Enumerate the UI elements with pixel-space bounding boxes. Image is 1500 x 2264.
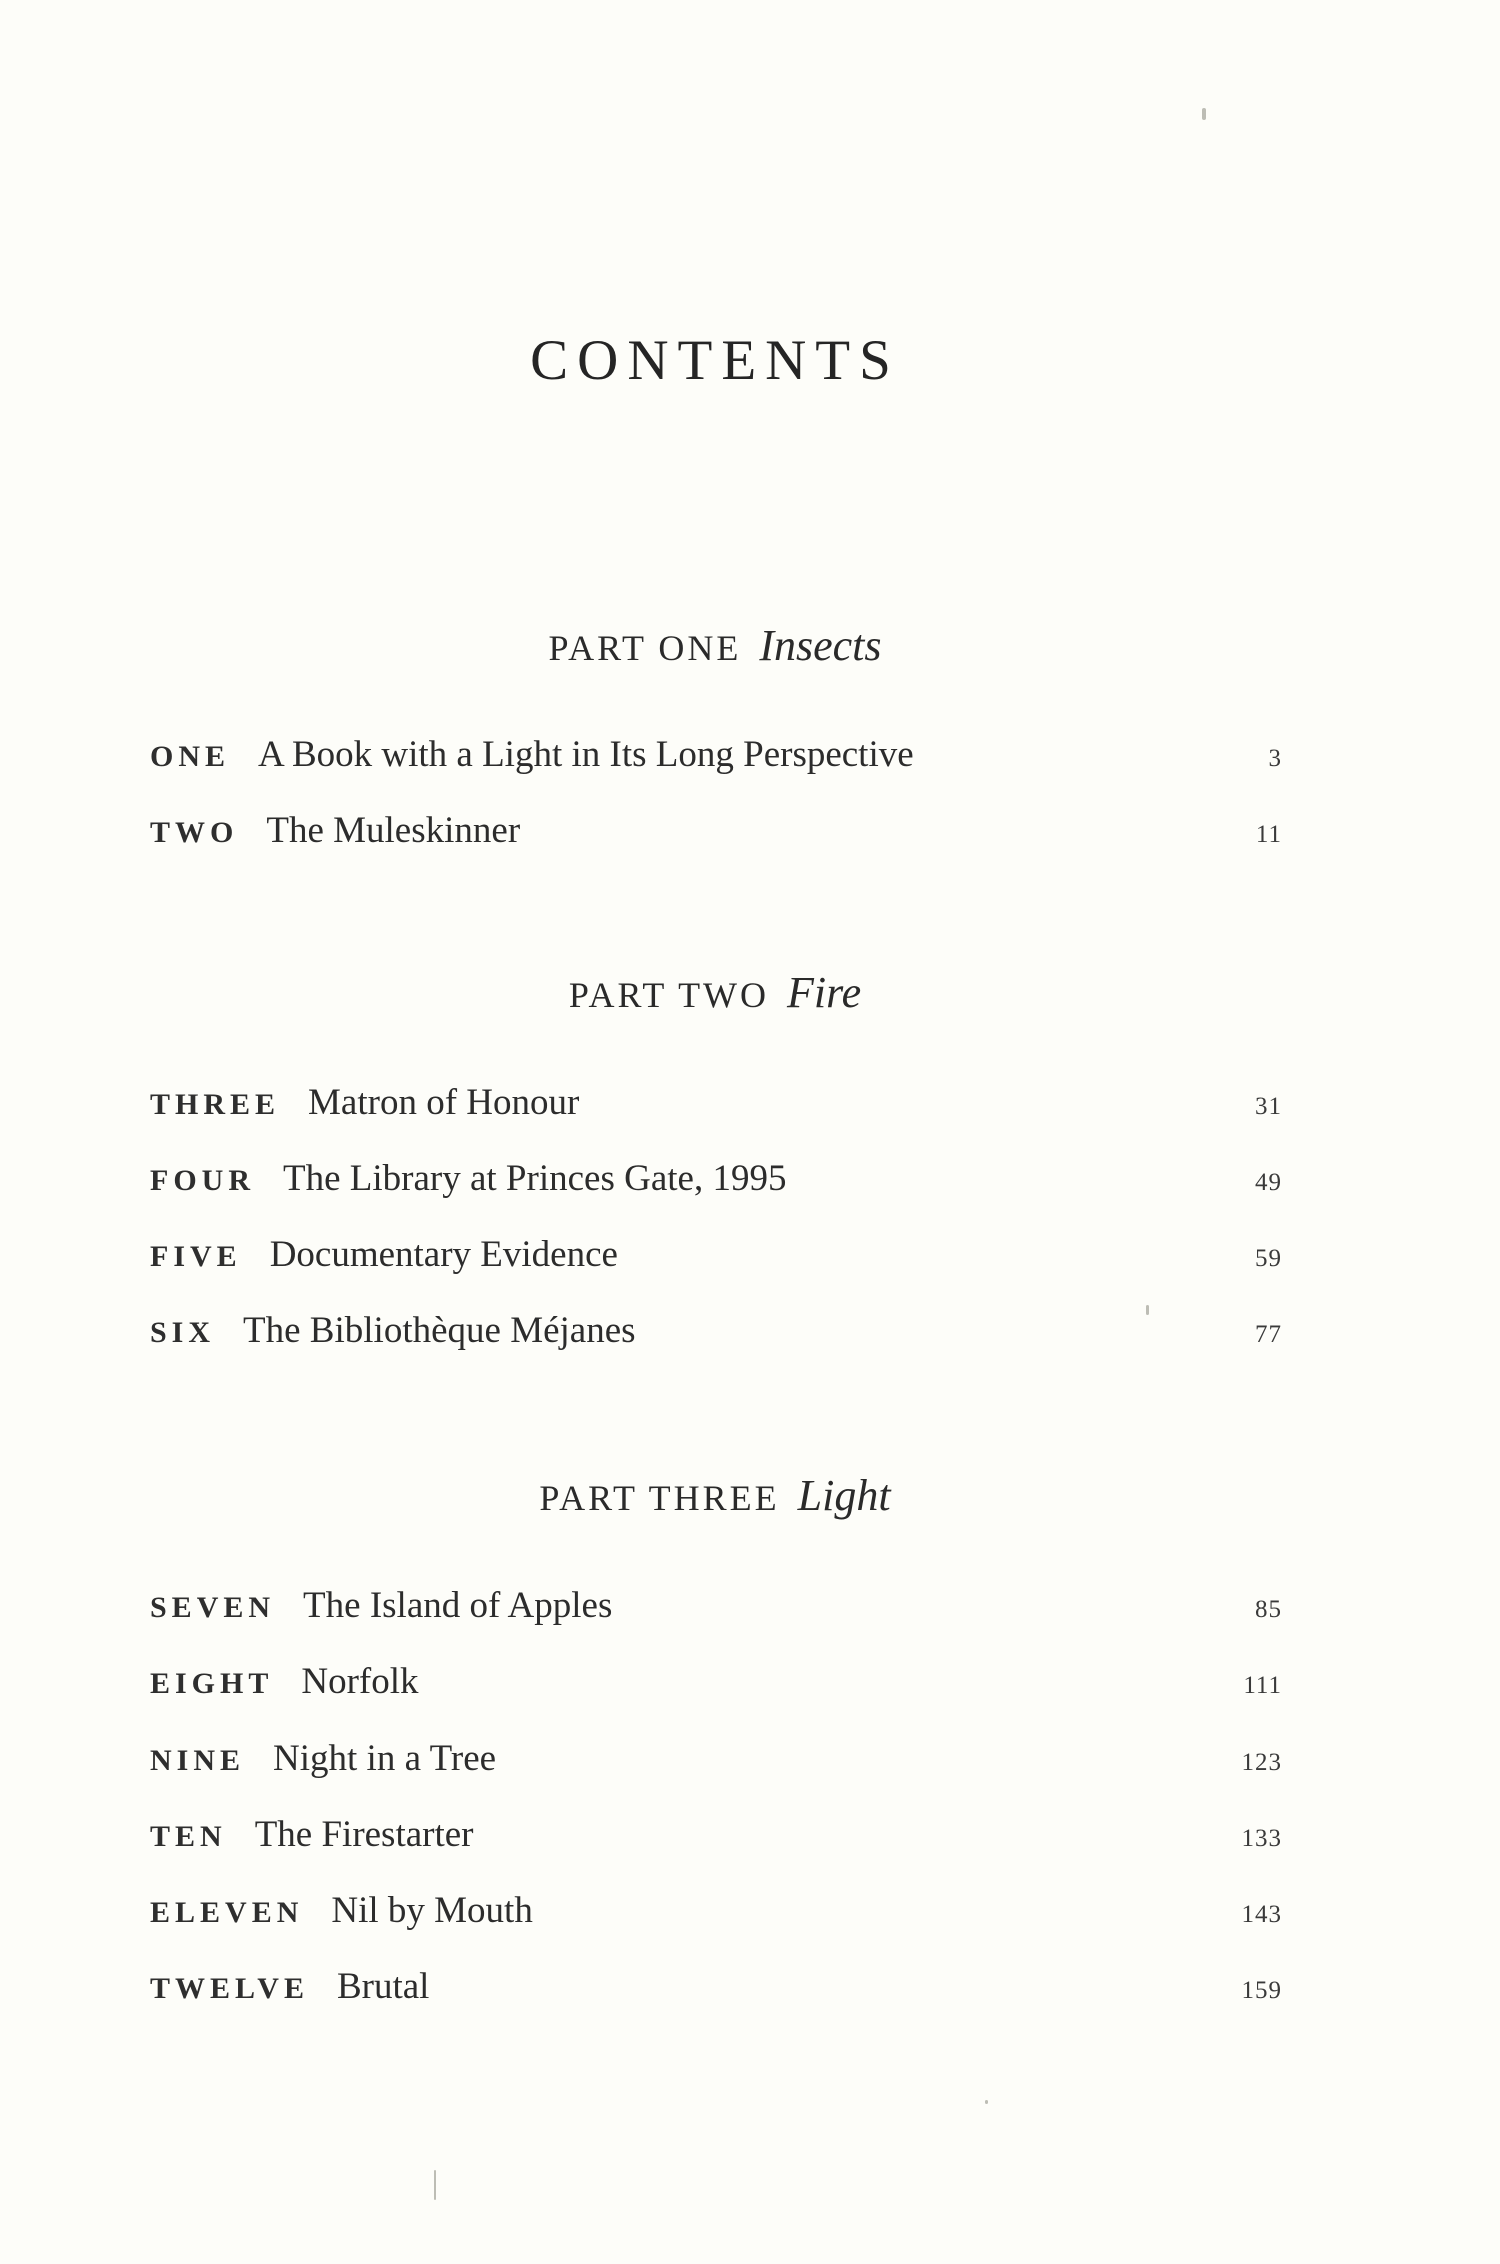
- chapter-title: Brutal: [336, 1966, 430, 2007]
- chapter-number: ELEVEN: [150, 1896, 304, 1929]
- toc-entry-two: [150, 809, 1282, 859]
- chapter-title: Nil by Mouth: [331, 1890, 533, 1931]
- chapter-title: The Firestarter: [254, 1814, 474, 1855]
- chapter-number: FIVE: [150, 1240, 242, 1273]
- part-label: PART ONE: [548, 628, 742, 668]
- page-number: 49: [1255, 1169, 1282, 1196]
- page-number: 11: [1255, 821, 1282, 848]
- toc-entry-four: [150, 1157, 1282, 1207]
- scan-speck: [1146, 1305, 1149, 1315]
- page-number: 111: [1243, 1672, 1282, 1699]
- toc-entry-twelve: [150, 1965, 1282, 2015]
- page-number: 31: [1255, 1093, 1282, 1120]
- chapter-number: THREE: [150, 1088, 281, 1121]
- toc-entry-ten: [150, 1813, 1282, 1863]
- chapter-number: FOUR: [150, 1164, 255, 1197]
- chapter-title: The Muleskinner: [266, 810, 521, 851]
- toc-entry-six: [150, 1309, 1282, 1359]
- part-label: PART THREE: [539, 1478, 780, 1518]
- chapter-title: The Library at Princes Gate, 1995: [283, 1158, 787, 1199]
- chapter-title: The Island of Apples: [303, 1585, 613, 1626]
- chapter-title: Matron of Honour: [308, 1082, 580, 1123]
- part-name: Light: [797, 1471, 891, 1520]
- page-number: 133: [1241, 1825, 1282, 1852]
- page-number: 77: [1255, 1321, 1282, 1348]
- scan-speck: [985, 2100, 988, 2104]
- toc-entry-three: [150, 1081, 1282, 1131]
- toc-entry-one: [150, 733, 1282, 783]
- page-number: 159: [1241, 1977, 1282, 2004]
- chapter-number: NINE: [150, 1744, 246, 1777]
- page-number: 59: [1255, 1245, 1282, 1272]
- part-name: Fire: [787, 968, 862, 1017]
- part-heading-two: [0, 967, 1430, 1018]
- page-number: 123: [1241, 1749, 1282, 1776]
- chapter-number: ONE: [150, 740, 231, 773]
- toc-entry-eight: [150, 1660, 1282, 1710]
- page-number: 85: [1255, 1596, 1282, 1623]
- page-title: CONTENTS: [530, 329, 900, 392]
- toc-entry-eleven: [150, 1889, 1282, 1939]
- part-name: Insects: [759, 621, 882, 670]
- chapter-number: TWO: [150, 816, 239, 849]
- toc-entry-seven: [150, 1584, 1282, 1634]
- scan-speck: [1202, 108, 1206, 120]
- chapter-title: Night in a Tree: [273, 1738, 497, 1779]
- chapter-title: The Bibliothèque Méjanes: [243, 1310, 636, 1351]
- chapter-title: Norfolk: [301, 1661, 419, 1702]
- part-heading-three: [0, 1470, 1430, 1521]
- scan-speck: [434, 2170, 436, 2200]
- part-heading-one: [0, 620, 1430, 671]
- part-label: PART TWO: [568, 975, 770, 1015]
- chapter-number: SEVEN: [150, 1591, 276, 1624]
- chapter-number: TEN: [150, 1820, 227, 1853]
- chapter-title: Documentary Evidence: [269, 1234, 618, 1275]
- toc-entry-nine: [150, 1737, 1282, 1787]
- chapter-number: EIGHT: [150, 1667, 274, 1700]
- page-number: 143: [1241, 1901, 1282, 1928]
- chapter-number: TWELVE: [150, 1972, 309, 2005]
- page-number: 3: [1268, 745, 1282, 772]
- chapter-title: A Book with a Light in Its Long Perspective: [258, 734, 914, 775]
- chapter-number: SIX: [150, 1316, 216, 1349]
- toc-entry-five: [150, 1233, 1282, 1283]
